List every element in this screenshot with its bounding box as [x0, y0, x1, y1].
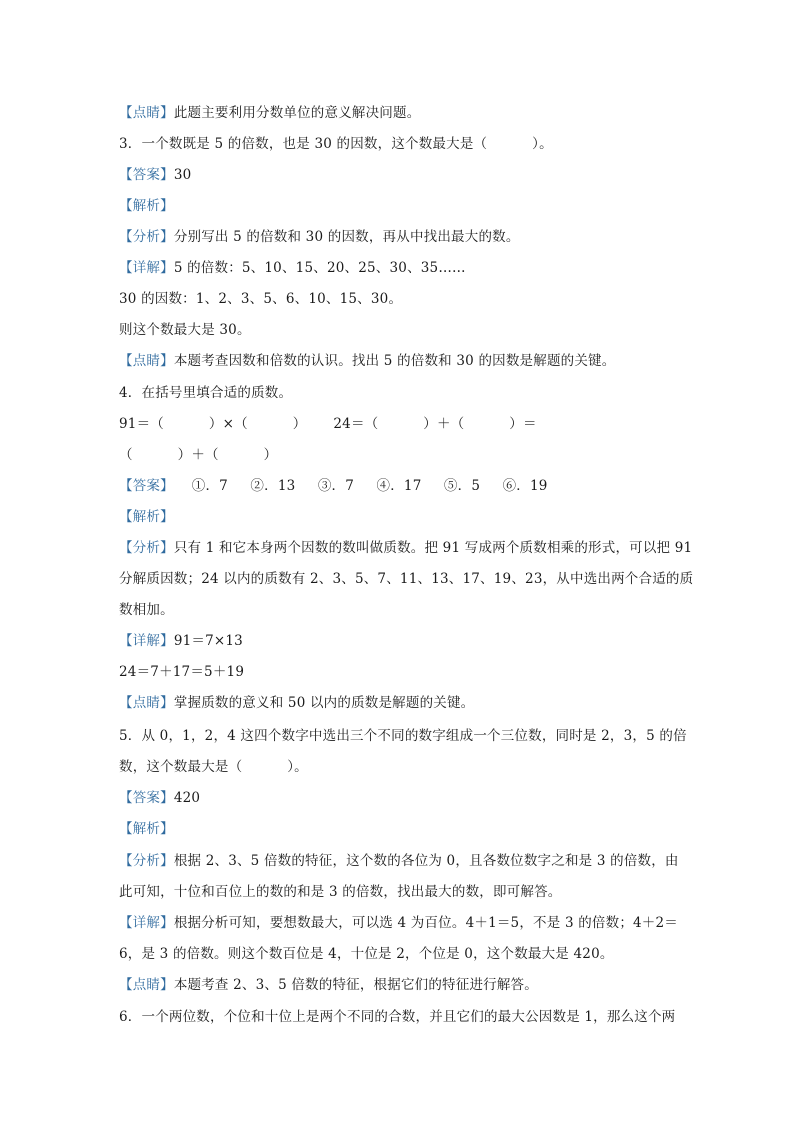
section-tag: 【解析】: [119, 509, 174, 525]
section-tag: 【详解】: [119, 260, 174, 276]
section-tag: 【解析】: [119, 821, 174, 837]
section-tag: 【分析】: [119, 853, 174, 869]
text-line: [119, 352, 615, 370]
line-text: 30: [173, 167, 192, 183]
line-text: 根据分析可知，要想数最大，可以选 4 为百位。4＋1＝5，不是 3 的倍数；4＋2＝: [173, 915, 679, 931]
line-text: ①．7 ②．13 ③．7 ④．17 ⑤．5 ⑥．19: [173, 478, 548, 494]
line-text: 只有 1 和它本身两个因数的数叫做质数。把 91 写成两个质数相乘的形式，可以把 91: [173, 540, 693, 556]
line-text: 则这个数最大是 30。: [119, 322, 251, 338]
text-line: [119, 570, 693, 588]
answer-line: [119, 477, 548, 495]
text-line: [119, 663, 244, 681]
line-text: 91＝（ ）×（ ） 24＝（ ）＋（ ）＝: [119, 416, 537, 432]
line-text: 掌握质数的意义和 50 以内的质数是解题的关键。: [173, 695, 475, 711]
section-tag: 【分析】: [119, 229, 174, 245]
section-tag: 【答案】: [119, 478, 174, 494]
question-5: [119, 727, 687, 745]
answer-line: [119, 789, 200, 807]
line-text: 6，是 3 的倍数。则这个数百位是 4，十位是 2，个位是 0，这个数最大是 420。: [119, 946, 614, 962]
text-line: [119, 976, 538, 994]
text-line: [119, 446, 277, 464]
analysis-heading: [119, 197, 174, 215]
section-tag: 【详解】: [119, 915, 174, 931]
text-line: [119, 290, 402, 308]
section-tag: 【分析】: [119, 540, 174, 556]
text-line: [119, 914, 678, 932]
section-tag: 【点睛】: [119, 353, 174, 369]
line-text: 此可知，十位和百位上的数的和是 3 的倍数，找出最大的数，即可解答。: [119, 884, 562, 900]
section-tag: 【解析】: [119, 198, 174, 214]
text-line: [119, 259, 466, 277]
text-line: [119, 632, 243, 650]
analysis-heading: [119, 508, 174, 526]
text-line: [119, 539, 692, 557]
text-line: [119, 852, 679, 870]
line-text: 3．一个数既是 5 的倍数，也是 30 的因数，这个数最大是（ ）。: [119, 136, 553, 152]
answer-line: [119, 166, 191, 184]
text-line: [119, 758, 308, 776]
text-line: [119, 104, 420, 122]
line-text: 数，这个数最大是（ ）。: [119, 759, 308, 775]
line-text: 4．在括号里填合适的质数。: [119, 385, 293, 401]
text-line: [119, 883, 561, 901]
analysis-heading: [119, 820, 174, 838]
question-6: [119, 1008, 675, 1026]
line-text: 91＝7×13: [173, 633, 243, 649]
line-text: 420: [173, 790, 201, 806]
line-text: 根据 2、3、5 倍数的特征，这个数的各位为 0，且各数位数字之和是 3 的倍数，由: [173, 853, 679, 869]
line-text: 此题主要利用分数单位的意义解决问题。: [173, 105, 421, 121]
text-line: [119, 321, 251, 339]
text-line: [119, 694, 474, 712]
line-text: 分别写出 5 的倍数和 30 的因数，再从中找出最大的数。: [173, 229, 520, 245]
line-text: 分解质因数；24 以内的质数有 2、3、5、7、11、13、17、19、23，从中选出两个合适的质: [119, 571, 694, 587]
line-text: （ ）＋（ ）: [119, 447, 278, 463]
section-tag: 【点睛】: [119, 105, 174, 121]
question-3: [119, 135, 553, 153]
line-text: 本题考查 2、3、5 倍数的特征，根据它们的特征进行解答。: [173, 977, 538, 993]
text-line: [119, 945, 614, 963]
section-tag: 【答案】: [119, 167, 174, 183]
section-tag: 【点睛】: [119, 977, 174, 993]
section-tag: 【答案】: [119, 790, 174, 806]
text-line: [119, 601, 174, 619]
line-text: 5 的倍数：5、10、15、20、25、30、35……: [173, 260, 466, 276]
section-tag: 【详解】: [119, 633, 174, 649]
text-line: [119, 415, 537, 433]
line-text: 数相加。: [119, 602, 174, 618]
line-text: 6．一个两位数，个位和十位上是两个不同的合数，并且它们的最大公因数是 1，那么这个两: [119, 1009, 676, 1025]
line-text: 30 的因数：1、2、3、5、6、10、15、30。: [119, 291, 403, 307]
line-text: 24＝7＋17＝5＋19: [119, 664, 245, 680]
section-tag: 【点睛】: [119, 695, 174, 711]
question-4: [119, 384, 292, 402]
text-line: [119, 228, 520, 246]
line-text: 本题考查因数和倍数的认识。找出 5 的倍数和 30 的因数是解题的关键。: [173, 353, 616, 369]
line-text: 5．从 0，1，2，4 这四个数字中选出三个不同的数字组成一个三位数，同时是 2，3，5 的倍: [119, 728, 687, 744]
